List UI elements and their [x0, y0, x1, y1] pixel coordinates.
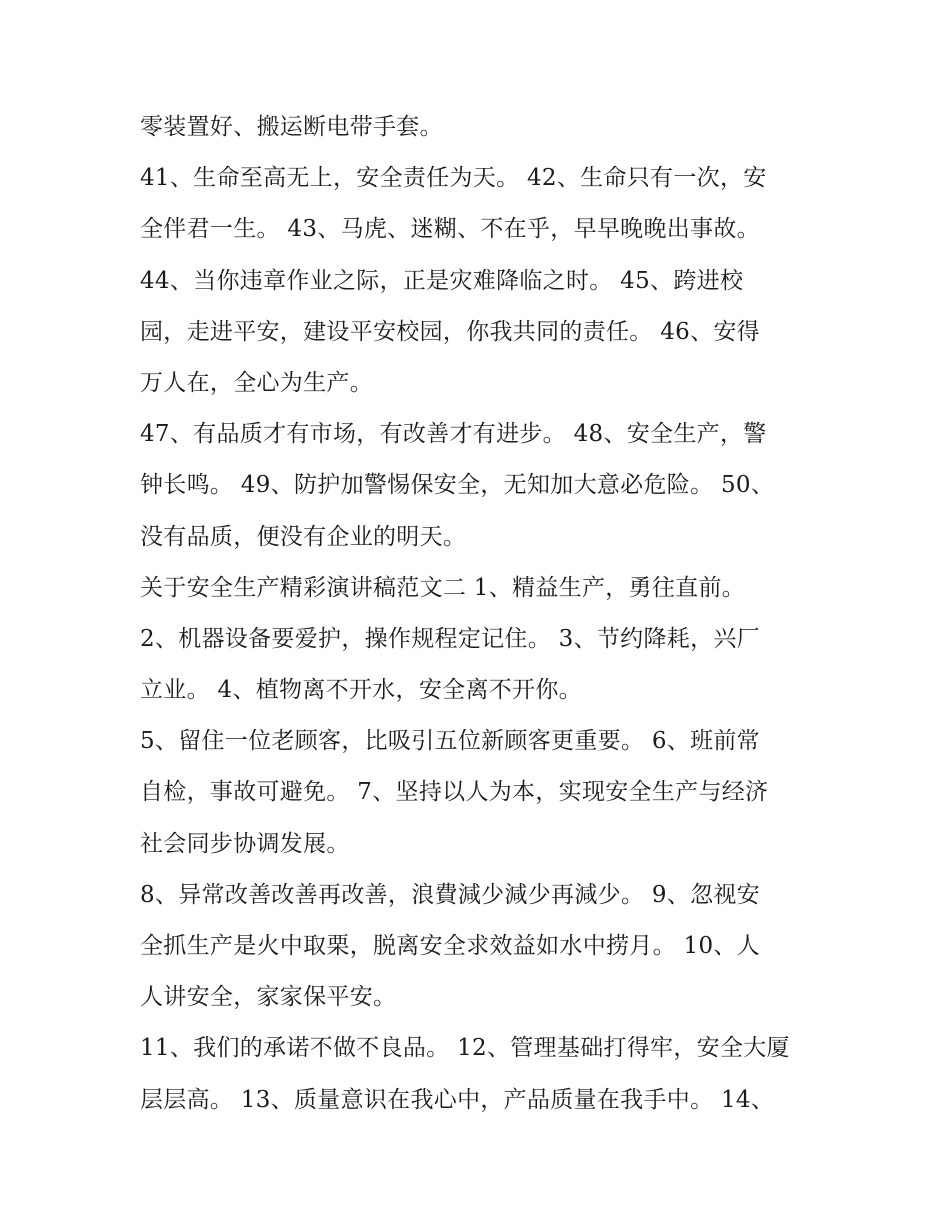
- text-line: 零装置好、搬运断电带手套。: [140, 114, 443, 140]
- text-line: 11、我们的承诺不做不良品。 12、管理基础打得牢，安全大厦: [140, 1035, 790, 1062]
- text-line: 2、机器设备要爱护，操作规程定记住。 3、节约降耗，兴厂: [140, 625, 760, 652]
- text-line: 44、当你违章作业之际，正是灾难降临之时。 45、跨进校: [140, 267, 744, 294]
- text-line: 全抓生产是火中取栗，脱离安全求效益如水中捞月。 10、人: [140, 933, 760, 959]
- text-line: 41、生命至高无上，安全责任为天。 42、生命只有一次，安: [140, 165, 767, 192]
- text-line: 47、有品质才有市场，有改善才有进步。 48、安全生产，警: [140, 421, 767, 448]
- text-line: 万人在，全心为生产。: [140, 369, 373, 396]
- text-line: 没有品质，便没有企业的明天。: [140, 523, 467, 550]
- text-line: 钟长鸣。 49、防护加警惕保安全，无知加大意必危险。 50、: [140, 472, 775, 499]
- text-line: 8、异常改善改善再改善，浪費減少減少再減少。 9、忽视安: [140, 881, 760, 908]
- section-heading-line: 关于安全生产精彩演讲稿范文二 1、精益生产，勇往直前。: [140, 574, 746, 601]
- text-line: 自检，事故可避免。 7、坚持以人为本，实现安全生产与经济: [140, 779, 769, 806]
- document-body: [140, 102, 812, 1126]
- text-line: 人讲安全，家家保平安。: [140, 984, 397, 1011]
- text-line: 社会同步协调发展。: [140, 830, 350, 857]
- text-line: 层层高。 13、质量意识在我心中，产品质量在我手中。 14、: [140, 1086, 775, 1113]
- text-line: 立业。 4、植物离不开水，安全离不开你。: [140, 677, 582, 704]
- text-line: 园，走进平安，建设平安校园，你我共同的责任。 46、安得: [140, 318, 760, 345]
- text-line: 全伴君一生。 43、马虎、迷糊、不在乎，早早晚晚出事故。: [140, 216, 760, 243]
- text-line: 5、留住一位老顾客，比吸引五位新顾客更重要。 6、班前常: [140, 728, 760, 755]
